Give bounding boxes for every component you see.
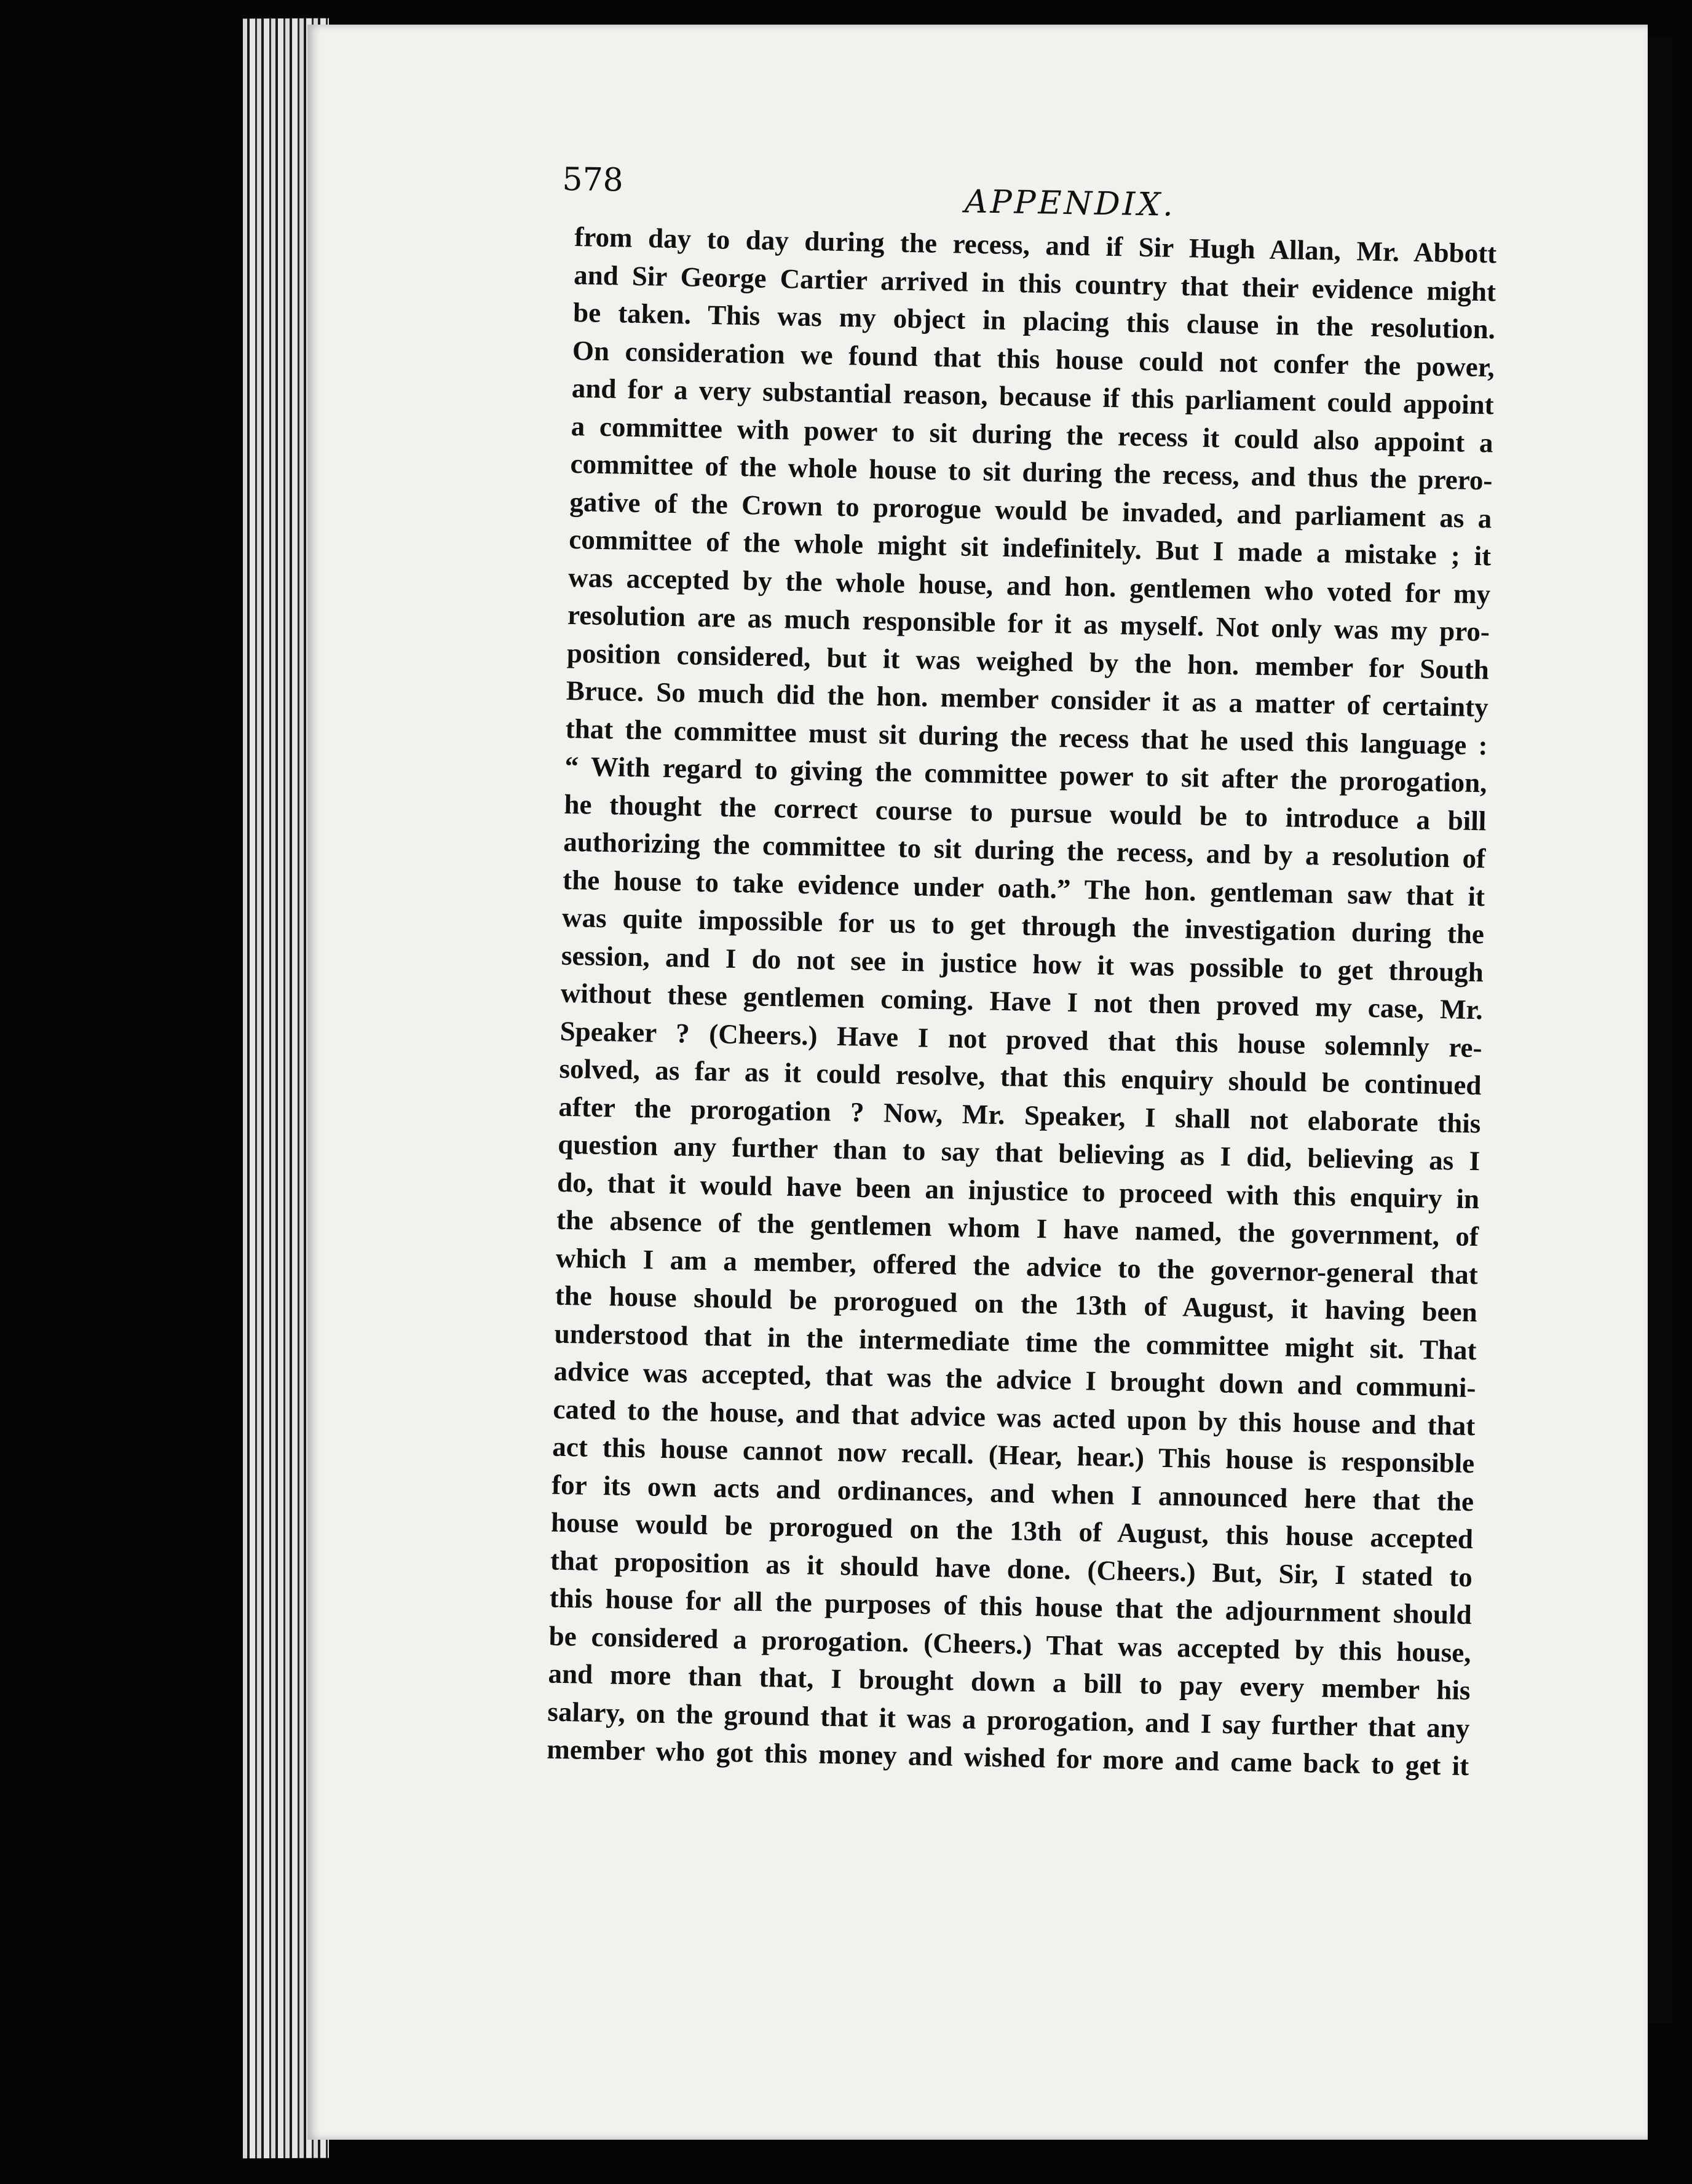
text-line: a committee with power to sit during the recess it could also appoint a [571, 410, 1494, 458]
text-line: be considered a prorogation. (Cheers.) That was accepted by this house, [548, 1620, 1471, 1668]
running-head: APPENDIX. [964, 183, 1176, 224]
text-line: gative of the Crown to prorogue would be invaded, and parliament as a [569, 486, 1492, 534]
text-line: question any further than to say that believing as I did, believing as I [557, 1128, 1480, 1177]
text-line: authorizing the committee to sit during the recess, and by a resolution of [563, 826, 1486, 874]
text-line: understood that in the intermediate time the committee might sit. That [554, 1318, 1477, 1366]
text-line: advice was accepted, that was the advice I brought down and communi- [553, 1355, 1476, 1404]
text-line: was quite impossible for us to get through the investigation during the [561, 901, 1485, 950]
text-line: for its own acts and ordinances, and when I announced here that the [551, 1469, 1474, 1517]
text-line: position considered, but it was weighed by the hon. member for South [566, 637, 1490, 685]
text-line: the house should be prorogued on the 13th of August, it having been [555, 1280, 1478, 1328]
text-line: committee of the whole house to sit during the recess, and thus the prero- [570, 448, 1493, 496]
text-line: salary, on the ground that it was a prorogation, and I say further that any [547, 1696, 1470, 1744]
text-line: the house to take evidence under oath.” The hon. gentleman saw that it [562, 864, 1485, 912]
text-line: and more than that, I brought down a bill to pay every member his [548, 1658, 1471, 1706]
text-line: On consideration we found that this house could not confer the power, [572, 334, 1495, 382]
text-line: and Sir George Cartier arrived in this country that their evidence might [573, 259, 1496, 307]
text-line: Bruce. So much did the hon. member consider it as a matter of certainty [566, 675, 1489, 723]
text-line: without these gentlemen coming. Have I not then proved my case, Mr. [560, 977, 1484, 1026]
text-line: the absence of the gentlemen whom I have named, the government, of [556, 1204, 1479, 1252]
text-line: solved, as far as it could resolve, that this enquiry should be continued [559, 1053, 1482, 1101]
text-line: session, and I do not see in justice how it was possible to get through [561, 940, 1484, 987]
text-line: house would be prorogued on the 13th of August, this house accepted [550, 1506, 1474, 1555]
text-line: from day to day during the recess, and if Sir Hugh Allan, Mr. Abbott [574, 221, 1497, 269]
text-line: be taken. This was my object in placing this clause in the resolution. [572, 296, 1496, 345]
text-line: resolution are as much responsible for it as myself. Not only was my pro- [567, 599, 1490, 647]
text-line: member who got this money and wished for more and came back to get it [546, 1733, 1469, 1782]
text-line: do, that it would have been an injustice to proceed with this enquiry in [556, 1166, 1480, 1214]
text-line: Speaker ? (Cheers.) Have I not proved that this house solemnly re- [559, 1015, 1482, 1063]
text-line: he thought the correct course to pursue would be to introduce a bill [564, 788, 1487, 836]
page-number: 578 [562, 161, 624, 199]
text-line: this house for all the purposes of this house that the adjournment should [549, 1582, 1473, 1631]
text-line: “ With regard to giving the committee power to sit after the prorogation, [564, 750, 1487, 799]
text-line: and for a very substantial reason, because if this parliament could appoint [571, 372, 1495, 421]
text-line: which I am a member, offered the advice to the governor-general that [555, 1242, 1479, 1290]
text-line: after the prorogation ? Now, Mr. Speaker, I shall not elaborate this [558, 1091, 1481, 1139]
text-line: was accepted by the whole house, and hon. gentlemen who voted for my [567, 561, 1491, 609]
body-text [547, 218, 1497, 1786]
text-line: that the committee must sit during the recess that he used this language : [565, 713, 1488, 761]
text-line: committee of the whole might sit indefinitely. But I made a mistake ; it [568, 523, 1492, 572]
text-line: that proposition as it should have done. (Cheers.) But, Sir, I stated to [550, 1545, 1473, 1593]
text-line: cated to the house, and that advice was acted upon by this house and that [553, 1393, 1476, 1441]
text-line: act this house cannot now recall. (Hear, hear.) This house is responsible [551, 1431, 1475, 1479]
